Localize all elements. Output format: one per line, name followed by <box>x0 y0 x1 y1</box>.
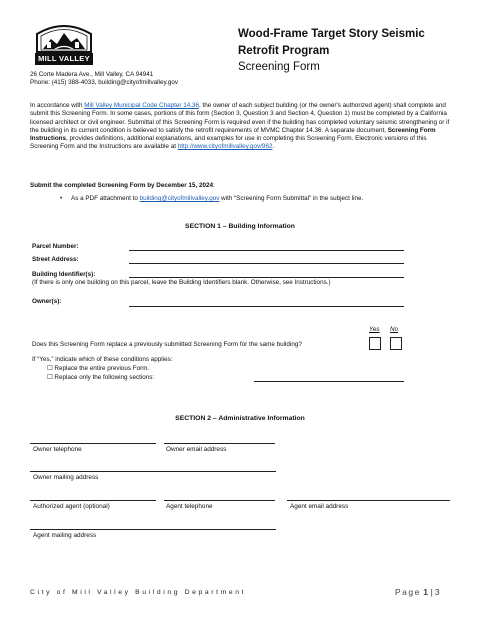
owner-telephone-field[interactable] <box>30 443 156 444</box>
submit-bullet <box>71 195 371 203</box>
owner-label: Owner(s): <box>32 298 62 305</box>
office-phone: Phone: (415) 388-4033, building@cityofmillvalley.gov <box>30 79 179 86</box>
form-subtitle: Screening Form <box>238 61 320 73</box>
page-number: 1 <box>423 587 428 597</box>
owner-telephone-label: Owner telephone <box>33 446 82 453</box>
replace-question: Does this Screening Form replace a previously submitted Screening Form for the same building? <box>32 341 302 348</box>
logo-text: MILL VALLEY <box>38 54 90 63</box>
form-title-line2: Retrofit Program <box>238 45 330 57</box>
parcel-number-field[interactable] <box>129 250 404 251</box>
website-link[interactable]: http://www.cityofmillvalley.gov/962 <box>177 143 273 151</box>
building-identifier-label: Building Identifier(s): <box>32 271 96 278</box>
owner-email-label: Owner email address <box>166 446 227 453</box>
office-address: 26 Corte Madera Ave., Mill Valley, CA 94941 <box>30 71 154 78</box>
owner-mailing-field[interactable] <box>30 471 276 472</box>
if-yes-text: If “Yes,” indicate which of these conditions applies: <box>32 356 173 363</box>
submit-deadline-text: Submit the completed Screening Form by December 15, 2024 <box>30 182 214 189</box>
section1-title: SECTION 1 – Building Information <box>185 223 295 230</box>
owner-email-field[interactable] <box>164 443 275 444</box>
city-logo <box>33 20 95 66</box>
replace-sections-field[interactable] <box>254 381 404 382</box>
no-column-label: No <box>390 326 399 333</box>
intro-text-1: In accordance with <box>30 102 85 109</box>
owner-mailing-label: Owner mailing address <box>33 474 99 481</box>
building-identifier-note: (If there is only one building on this parcel, leave the Building Identifiers blank. Otherwise, see Instructions.) <box>32 279 331 286</box>
yes-checkbox[interactable] <box>369 337 381 350</box>
page-indicator <box>395 587 440 597</box>
parcel-number-label: Parcel Number: <box>32 243 79 250</box>
agent-mailing-label: Agent mailing address <box>33 532 97 539</box>
bullet-dot: • <box>60 195 63 202</box>
submit-deadline <box>30 182 215 190</box>
agent-name-field[interactable] <box>30 500 156 501</box>
footer-department: City of Mill Valley Building Department <box>30 589 247 596</box>
intro-text-4: . <box>272 143 275 151</box>
form-title-line1: Wood-Frame Target Story Seismic <box>238 28 425 40</box>
page-total: 3 <box>434 587 440 597</box>
page-word: Page <box>395 587 421 597</box>
agent-telephone-label: Agent telephone <box>166 503 213 510</box>
replace-entire-option[interactable]: ☐ Replace the entire previous Form. <box>47 365 150 372</box>
street-address-label: Street Address: <box>32 256 79 263</box>
no-checkbox[interactable] <box>390 337 402 350</box>
yes-column-label: Yes <box>369 326 380 333</box>
bullet-text-2: with “Screening Form Submittal” in the subject line. <box>219 195 364 202</box>
agent-optional-label: Authorized agent (optional) <box>33 503 110 510</box>
section2-title: SECTION 2 – Administrative Information <box>175 415 305 422</box>
intro-text-3: , provides definitions, additional explanations, and examples for use in completing this Screening Form. Electronic versions of this Screening Form and the Instructions are available at <box>30 135 427 151</box>
bullet-text-1: As a PDF attachment to <box>71 195 140 202</box>
building-identifier-field[interactable] <box>129 277 404 278</box>
page-separator: | <box>427 587 435 597</box>
agent-email-label: Agent email address <box>290 503 349 510</box>
municipal-code-link[interactable]: Mill Valley Municipal Code Chapter 14.36 <box>84 102 199 109</box>
intro-paragraph <box>30 102 450 152</box>
email-link[interactable]: building@cityofmillvalley.gov <box>139 195 220 202</box>
instructions-doc-name: Screening Form Instructions <box>30 126 436 143</box>
intro-text-2: , the owner of each subject building (or the owner's authorized agent) shall complete and submit this Screening Form. In some cases, portions of this form (Section 3, Question 3 and Section 4, Question 1) must be completed by a California licensed architect or civil engineer. Submittal of this Screening Form is required even if the building has completed voluntary seismic strengthening or if the building in its current condition is believed to satisfy the retrofit requirements of MVMC Chapter 14.36. A separate document, <box>30 102 450 134</box>
agent-mailing-field[interactable] <box>30 529 276 530</box>
street-address-field[interactable] <box>129 263 404 264</box>
submit-deadline-colon: : <box>213 182 215 189</box>
replace-sections-option[interactable]: ☐ Replace only the following sections: <box>47 374 155 381</box>
owner-field[interactable] <box>129 306 404 307</box>
agent-email-field[interactable] <box>287 500 450 501</box>
agent-telephone-field[interactable] <box>164 500 275 501</box>
